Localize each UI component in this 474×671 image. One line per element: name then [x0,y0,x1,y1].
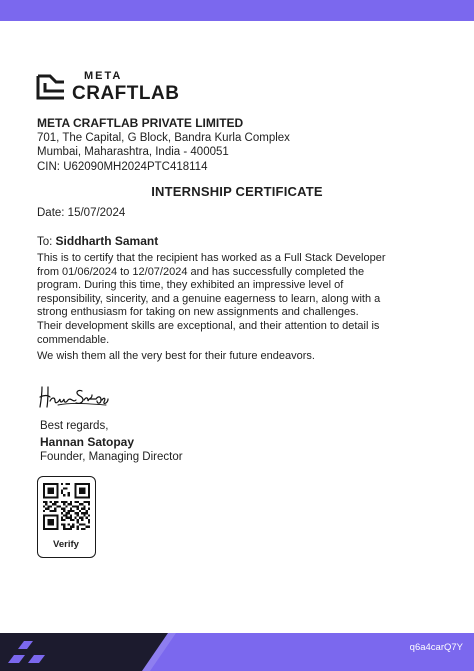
certificate-date: Date: 15/07/2024 [37,207,126,219]
body-line: responsibility, sincerity, and a genuine eagerness to learn, along with a [37,292,381,305]
signoff-block [40,419,183,466]
logo-craftlab-text: CRAFTLAB [72,83,180,104]
logo-meta-text: META [84,70,123,82]
body-line: This is to certify that the recipient has worked as a Full Stack Developer [37,252,386,264]
signature-image [38,383,110,411]
company-cin: CIN: U62090MH2024PTC418114 [37,160,208,173]
qr-code-icon [43,483,90,530]
company-address-line2: Mumbai, Maharashtra, India - 400051 [37,146,229,158]
body-line: Their development skills are exceptional, and their attention to detail is [37,319,380,332]
company-address-line1: 701, The Capital, G Block, Bandra Kurla Complex [37,131,290,144]
signer-name: Hannan Satopay [40,434,135,449]
company-details [37,116,290,174]
body-line: commendable. [37,333,110,346]
verify-label: Verify [53,539,79,550]
body-line: program. During this time, they exhibited an impressive level of [37,279,344,292]
regards-text: Best regards, [40,420,109,432]
verify-qr-card[interactable] [37,476,96,558]
body-line: from 01/06/2024 to 12/07/2024 and has successfully completed the [37,265,365,278]
closing-wish: We wish them all the very best for their future endeavors. [37,350,315,362]
recipient-line [37,234,158,248]
company-name: META CRAFTLAB PRIVATE LIMITED [37,116,244,130]
recipient-name: Siddharth Samant [55,234,159,248]
certificate-body [37,252,437,347]
top-accent-bar [0,0,474,21]
signer-role: Founder, Managing Director [40,451,183,463]
logo-mark-icon [36,72,66,102]
certificate-id: q6a4carQ7Y [409,642,463,653]
body-line: strong enthusiasm for taking on new assignments and challenges. [37,306,359,319]
certificate-title: INTERNSHIP CERTIFICATE [151,184,323,199]
to-prefix: To: [37,236,53,248]
footer-banner [0,633,474,671]
company-logo [36,70,179,104]
